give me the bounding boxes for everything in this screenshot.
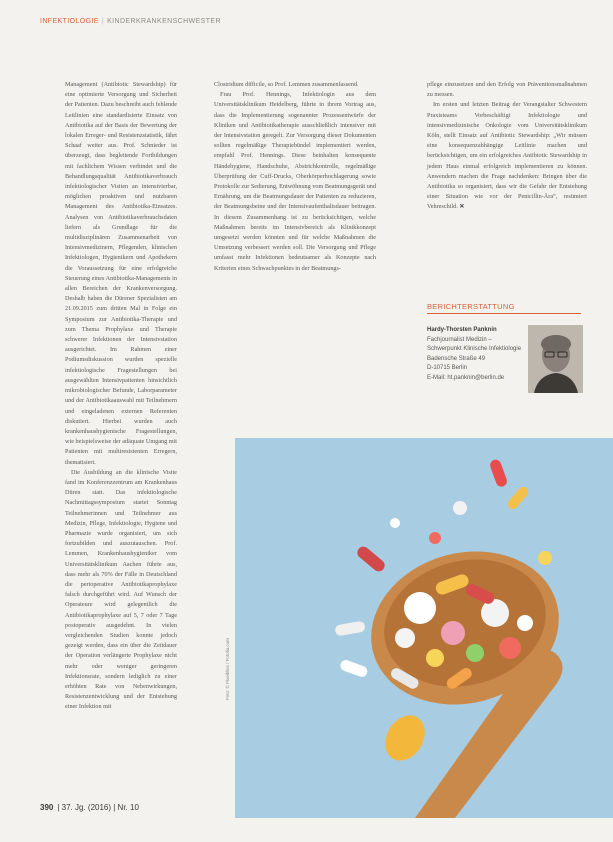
author-city: D-10715 Berlin xyxy=(427,365,468,371)
pills-photo xyxy=(235,438,613,818)
column-3-paragraph-2 xyxy=(427,100,587,212)
article-end-mark: ✕ xyxy=(459,203,465,211)
column-1-paragraph-1: Management (Antibiotic Stewardship) für eine optimierte Versorgung und Sicherheit der Patienten. Dazu beschreibt auch fehlende Leitlinien eine standardisierte Einsatz von Antibiotika auf der Basis der Bewertung der lokalen Erreger- und Resistenzstatistik, fährt Schaaf weiter aus. Prof. Schnieder ist überzeugt, dass begleitende Fortbildungen mit fachlichem Wissen verbindet und die Behandlungsqualität Antibiotikaverbrauch infektiologischer Visiten an intensivierbar, möglichen proaktiven und nutzbaren Management des Antibiotika-Einsatzes. Analysen von Antibiotikaverbrauchsdaten liefern als Grundlage für die multidisziplinären Zusammenarbeit von Intensivmedizinern, Pflegenden, klinischen Infektiologen, Hygienikern und Apothekern die Voraussetzung für eine erfolgreiche Steuerung eines Antibiotika-Managements in allen Bereichen der Krankenversorgung. Deshalb haben die Dürener Spezialisten am 21.09.2015 zum dritten Mal in Folge ein Symposium zur Antibiotika-Therapie und zum Thema Prophylaxe und Therapie schwerer Infektionen der Intensivstation ausgerichtet. Im Rahmen einer Podiumsdiskussion wurden spezielle infektiologische Fragestellungen bei ausgewählten Intensivpatienten hinsichtlich mikrobiologischer Befunde, Laborparameter und der Antibiotikaauswahl mit Teilnehmern und eingeladenen externen Referenten diskutiert. Hierbei wurden auch krankenhaushygienische Fragestellungen, wie beispielsweise der adäquate Umgang mit Patienten mit multiresistenten Erregern, thematisiert. xyxy=(65,81,177,466)
journal-citation: | 37. Jg. (2016) | Nr. 10 xyxy=(57,803,139,812)
author-role: Fachjournalist Medizin – Schwerpunkt Klinische Infektiologie xyxy=(427,336,522,352)
author-name: Hardy-Thorsten Panknin xyxy=(427,327,497,333)
reporting-box-title: BERICHTERSTATTUNG xyxy=(427,302,581,314)
article-column-1 xyxy=(65,80,177,713)
page-footer xyxy=(40,803,139,812)
author-email: E-Mail: ht.panknin@berlin.de xyxy=(427,374,505,381)
page-header xyxy=(40,18,580,25)
author-street: Badensche Straße 49 xyxy=(427,355,486,362)
page-number: 390 xyxy=(40,803,54,812)
column-2-paragraph-1: Clostridium difficile, so Prof. Lemmen zusammenfassend. xyxy=(214,81,359,88)
author-portrait-graphic xyxy=(528,325,583,393)
column-1-paragraph-2: Die Ausbildung an die klinische Visite fand im Konferenzzentrum am Krankenhaus Düren statt. Das infektiologische Nachmittagssymposium startet Sonntag Teilnehmerinnen und Teilnehmer aus Medizin, Pflege, Infektiologie, Hygiene und Pharmazie wurde organisiert, um sich fortzubilden und auszutauschen. Prof. Lemmen, Krankenhaushygieniker vom Universitätsklinikum Aachen führte aus, dass mehr als 70% der Fälle in Deutschland die perioperative Antibiotikaprophylaxe falsch durchgeführt wird. Auf Wunsch der Operateure wird gelegentlich die Antibiotikaprophylaxe auf 5, 7 oder 7 Tage postoperativ ausgedehnt. In vielen vergleichenden Studien konnte jedoch gezeigt werden, dass ein über die Zeitdauer der Operation verlängerte Prophylaxe nicht mehr oder weniger geringeren Infektionsrate, sondern lediglich zu einer erhöhten Rate von Nebenwirkungen, Resistenzentwicklung und der Entstehung einer Infektion mit xyxy=(65,468,177,711)
author-photo xyxy=(528,325,583,393)
header-section: INFEKTIOLOGIE xyxy=(40,18,99,25)
article-column-2 xyxy=(214,80,376,274)
article-column-3 xyxy=(427,80,587,213)
column-2-paragraph-2: Frau Prof. Hennings, Infektiologin aus dem Universitätsklinikum Heidelberg, führte in ihrem Vortrag aus, dass die Implementierung sogenannter Prozessentwürfe der Kliniken und Antibiotikatherapie ausschließlich intensiver mit der Intensivstation geregelt. Zur Versorgung dieser Dokumenten sollten regelmäßige Therapiebündel implementiert werden, empfahl Prof. Hennings. Diese beinhalten konsequente Händehygiene, Handschuhe, Abstrichkontrolle, regelmäßige Überprüfung der Cuff-Drucks, Oberkörperhochlagerung sowie Protokolle zur Sedierung, Entwöhnung vom Beatmungsgerät und Ernährung, um die Beatmungsdauer der Patienten zu reduzieren, der Beatmungsbeine und der Intensivaufenthaltsdauer beitragen. In diesem Zusammenhang ist zu berücksichtigen, welche Maßnahmen bereits im Intensivbereich als Klinikkonzept umgesetzt werden könnten und für welche Maßnahmen die Umsetzung verbessert werden soll. Die Versorgung und Pflege umfasst mehr Infektionen bedeutsamer als Konzepte nach Kriterien eines Schwachpunktes in der Beatmungs- xyxy=(214,91,376,272)
header-subsection: KINDERKRANKENSCHWESTER xyxy=(107,18,221,25)
column-3-paragraph-1: pflege einzusetzen und den Erfolg von Präventionsmaßnahmen zu messen. xyxy=(427,81,587,99)
pills-illustration xyxy=(235,438,613,818)
photo-credit: Foto: © Pixelbliss / Fotolia.com xyxy=(225,638,230,700)
author-info xyxy=(427,326,525,383)
header-separator: | xyxy=(101,18,105,25)
column-3-paragraph-2-text: Im ersten und letzten Beitrag der Verangstalter Schwestern Praxisteams Vorbeschäftigt Infektiologie und intensivmedizinische Onkologie vom Universitätsklinikum Köln, stellt Einsatz auf Antibiotic Stewardship: „Wir müssen eine konsequenzabhängige Leitlinie machen und berücksichtigen, um ein erfolgreiches Antibiotic Stewardship in jedem Haus einmal erfolgreich implementieren zu können. Anwendern machen die Frage nachdenken: Bringen über die Antibiotika so organisiert, dass wir die Gefahr der Entstehung einer Situation wie vor der Penicillin-Ära“, resümiert Vehreschild. xyxy=(427,101,587,211)
